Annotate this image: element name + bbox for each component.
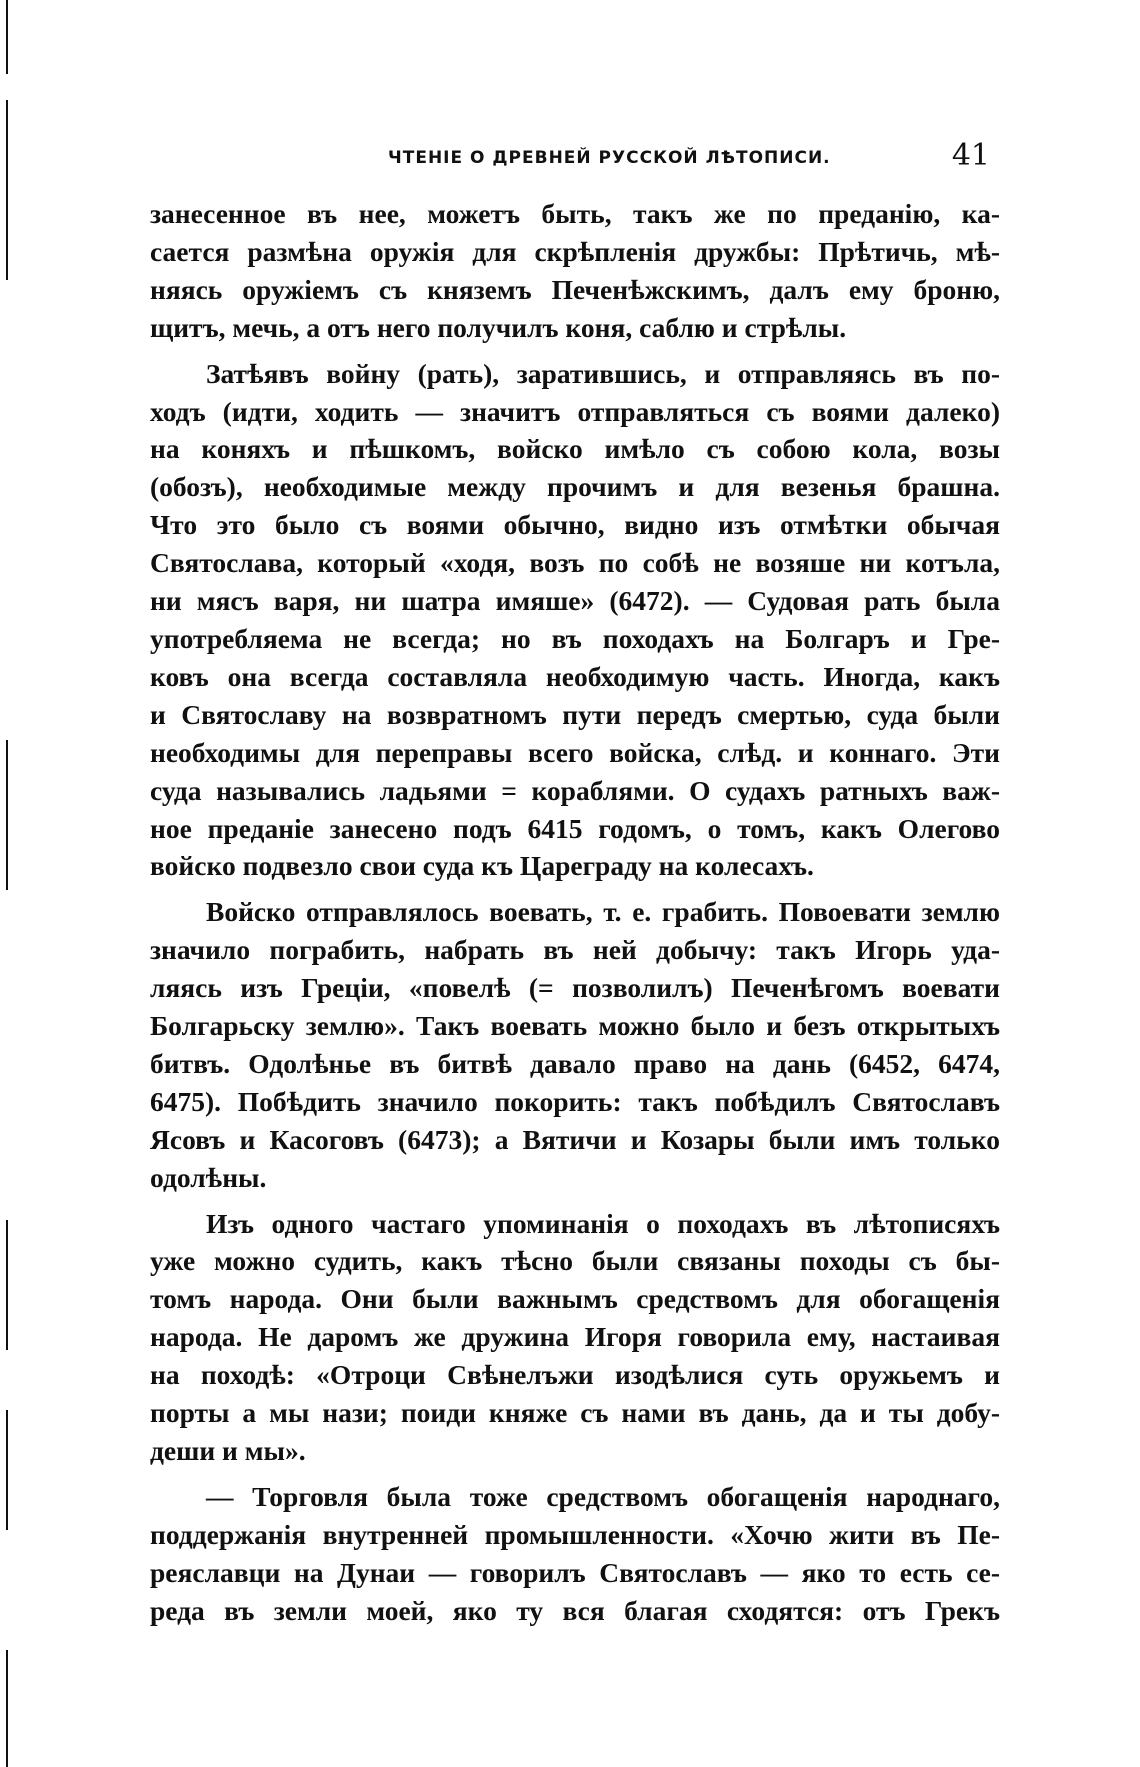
- text-line: занесенное въ нее, можетъ быть, такъ же по преданію, ка-: [150, 198, 1000, 229]
- text-line: употребляема не всегда; но въ походахъ на Болгаръ и Гре-: [150, 622, 1000, 654]
- page-number: 41: [951, 138, 990, 173]
- text-line: народа. Не даромъ же дружина Игоря говорила ему, настаивая: [150, 1321, 1000, 1353]
- text-line: Войско отправлялось воевать, т. е. грабить. Повоевати землю: [206, 896, 1000, 928]
- text-line: сается размѣна оружія для скрѣпленія дружбы: Прѣтичь, мѣ-: [150, 235, 1000, 267]
- text-line: битвъ. Одолѣнье въ битвѣ давало право на дань (6452, 6474,: [150, 1047, 1000, 1079]
- text-line: значило пограбить, набрать въ ней добычу: такъ Игорь уда-: [150, 934, 1000, 966]
- scan-edge-mark: [6, 1220, 8, 1350]
- text-line: Святослава, который «ходя, возъ по собѣ не возяше ни котъла,: [150, 547, 1000, 579]
- text-line: одолѣны.: [150, 1161, 267, 1193]
- text-line: Затѣявъ войну (рать), заратившись, и отправляясь въ по-: [206, 357, 1000, 389]
- scan-edge-mark: [6, 100, 8, 280]
- text-line: на походѣ: «Отроци Свѣнелъжи изодѣлися суть оружьемъ и: [150, 1359, 1000, 1391]
- text-line: суда назывались ладьями = кораблями. О судахъ ратныхъ важ-: [150, 774, 1000, 806]
- text-line: деши и мы».: [150, 1435, 306, 1466]
- page-header: [150, 138, 1000, 178]
- text-line: необходимы для переправы всего войска, слѣд. и коннаго. Эти: [150, 736, 1000, 768]
- text-line: Что это было съ воями обычно, видно изъ отмѣтки обычая: [150, 509, 1000, 541]
- paragraph-gap: [150, 1197, 1000, 1205]
- scan-edge-mark: [6, 740, 8, 890]
- text-line: щитъ, мечь, а отъ него получилъ коня, саблю и стрѣлы.: [150, 311, 847, 343]
- text-line: реда въ земли моей, яко ту вся благая сходятся: отъ Грекъ: [150, 1594, 1000, 1626]
- scan-edge-mark: [6, 0, 8, 74]
- paragraph-gap: [150, 1470, 1000, 1478]
- text-line: поддержанія внутренней промышленности. «Хочю жити въ Пе-: [150, 1518, 1000, 1550]
- text-line: ни мясъ варя, ни шатра имяше» (6472). — Судовая рать была: [150, 585, 1000, 617]
- text-line: Изъ одного частаго упоминанія о походахъ въ лѣтописяхъ: [206, 1207, 1000, 1239]
- text-line: — Торговля была тоже средствомъ обогащенія народнаго,: [206, 1480, 1000, 1512]
- text-line: войско подвезло свои суда къ Цареграду на колесахъ.: [150, 850, 814, 882]
- text-line: ковъ она всегда составляла необходимую часть. Иногда, какъ: [150, 660, 1000, 692]
- text-line: уже можно судить, какъ тѣсно были связаны походы съ бы-: [150, 1245, 1000, 1277]
- text-line: ходъ (идти, ходить — значитъ отправляться съ воями далеко): [150, 395, 1000, 427]
- text-line: Болгарьску землю». Такъ воевать можно было и безъ открытыхъ: [150, 1010, 1000, 1042]
- text-line: томъ народа. Они были важнымъ средствомъ для обогащенія: [150, 1283, 1000, 1315]
- text-line: на коняхъ и пѣшкомъ, войско имѣло съ собою кола, возы: [150, 433, 1000, 465]
- running-head: ЧТЕНІЕ О ДРЕВНЕЙ РУССКОЙ ЛѢТОПИСИ.: [388, 148, 831, 168]
- text-line: реяславци на Дунаи — говорилъ Святославъ — яко то есть се-: [150, 1556, 1000, 1588]
- paragraph-gap: [150, 885, 1000, 893]
- text-line: (обозъ), необходимые между прочимъ и для везенья брашна.: [150, 471, 1000, 503]
- text-line: 6475). Побѣдить значило покорить: такъ побѣдилъ Святославъ: [150, 1085, 1000, 1117]
- text-line: Ясовъ и Касоговъ (6473); а Вятичи и Козары были имъ только: [150, 1123, 1000, 1155]
- scan-edge-mark: [6, 1410, 8, 1530]
- text-line: и Святославу на возвратномъ пути передъ смертью, суда были: [150, 698, 1000, 730]
- text-line: ное преданіе занесено подъ 6415 годомъ, о томъ, какъ Олегово: [150, 812, 1000, 844]
- text-line: няясь оружіемъ съ княземъ Печенѣжскимъ, далъ ему броню,: [150, 273, 1000, 305]
- scan-edge-mark: [6, 1650, 8, 1767]
- body-text: [150, 195, 1000, 1630]
- paragraph-gap: [150, 347, 1000, 355]
- text-line: порты а мы нази; поиди княже съ нами въ дань, да и ты добу-: [150, 1397, 1000, 1429]
- text-line: ляясь изъ Греціи, «повелѣ (= позволилъ) Печенѣгомъ воевати: [150, 972, 1000, 1004]
